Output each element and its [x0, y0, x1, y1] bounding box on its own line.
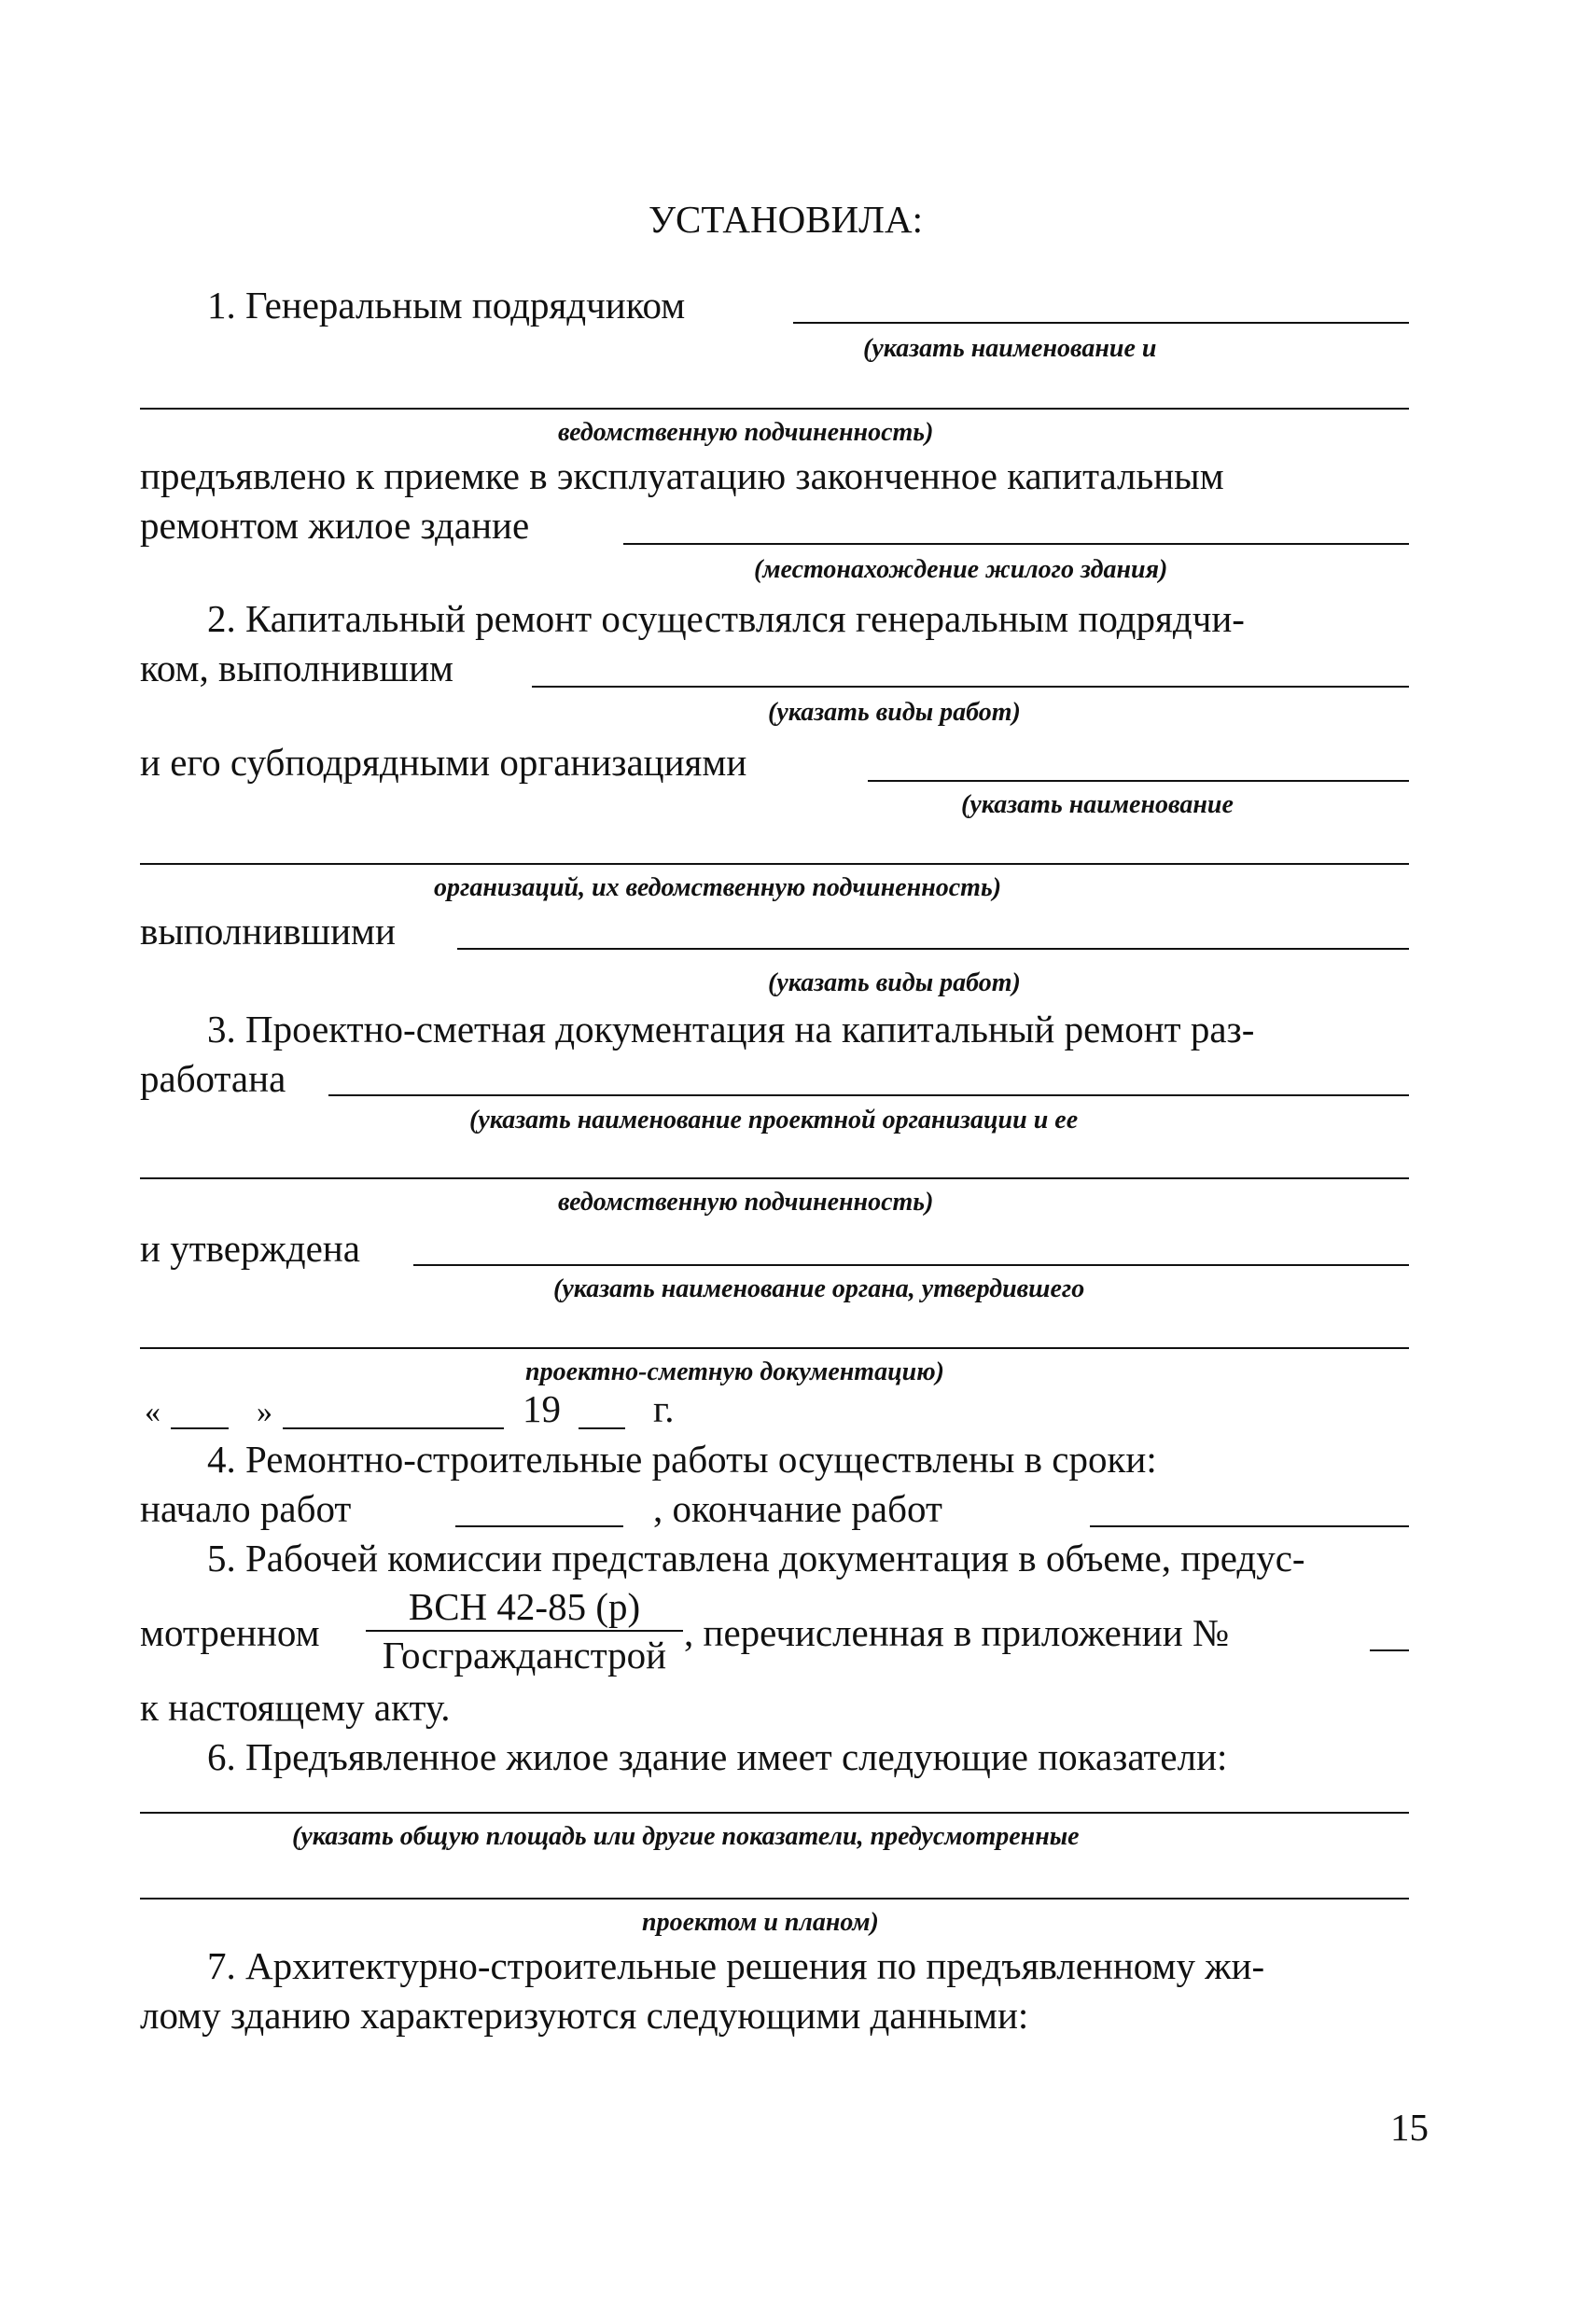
- caption-approved-docs: проектно-сметную документацию): [525, 1357, 944, 1386]
- item-5-text-1: 5. Рабочей комиссии представлена документация в объеме, предус-: [207, 1537, 1305, 1579]
- page-number: 15: [1390, 2106, 1429, 2149]
- item-2-text-3: и его субподрядными организациями: [140, 741, 747, 784]
- subcontractors-field-2[interactable]: [140, 863, 1409, 865]
- item-3-text-1: 3. Проектно-сметная документация на капитальный ремонт раз-: [207, 1008, 1255, 1051]
- item-7-text-2: лому зданию характеризуются следующими данными:: [140, 1994, 1029, 2037]
- item-1-lead: 1. Генеральным подрядчиком: [207, 284, 686, 327]
- fraction-numerator: ВСН 42-85 (р): [408, 1585, 641, 1628]
- caption-work-types-2: (указать виды работ): [768, 968, 1021, 997]
- item-2-text-4: выполнившими: [140, 910, 396, 953]
- item-5-text-4: к настоящему акту.: [140, 1686, 451, 1729]
- developer-field-2[interactable]: [140, 1177, 1409, 1179]
- subcontractors-field[interactable]: [868, 780, 1409, 782]
- date-year-prefix: 19: [523, 1387, 561, 1430]
- indicators-field[interactable]: [140, 1812, 1409, 1814]
- caption-design-org: (указать наименование проектной организации и ее: [469, 1106, 1079, 1134]
- approved-by-field[interactable]: [413, 1264, 1409, 1266]
- caption-location: (местонахождение жилого здания): [754, 555, 1168, 584]
- caption-indicators: (указать общую площадь или другие показатели, предусмотренные: [292, 1822, 1080, 1851]
- work-types-field[interactable]: [532, 686, 1409, 688]
- item-7-text-1: 7. Архитектурно-строительные решения по предъявленному жи-: [207, 1944, 1265, 1987]
- page-heading: УСТАНОВИЛА:: [649, 198, 923, 241]
- item-2-text-1: 2. Капитальный ремонт осуществлялся генеральным подрядчи-: [207, 597, 1245, 640]
- date-month-field[interactable]: [283, 1427, 504, 1429]
- work-start-field[interactable]: [455, 1525, 623, 1527]
- work-start-label: начало работ: [140, 1487, 352, 1530]
- subcontractor-work-field[interactable]: [457, 948, 1409, 950]
- caption-approver: (указать наименование органа, утвердившего: [553, 1274, 1085, 1303]
- item-5-text-2: мотренном: [140, 1611, 320, 1654]
- appendix-number-field[interactable]: [1370, 1649, 1409, 1651]
- date-close-quote: »: [257, 1395, 272, 1429]
- item-3-text-2: работана: [140, 1057, 286, 1100]
- caption-project-plan: проектом и планом): [642, 1908, 879, 1937]
- date-year-field[interactable]: [579, 1427, 625, 1429]
- developer-field[interactable]: [328, 1094, 1409, 1096]
- caption-work-types: (указать виды работ): [768, 698, 1021, 727]
- item-2-text-2: ком, выполнившим: [140, 647, 453, 689]
- caption-name: (указать наименование и: [863, 334, 1157, 363]
- date-year-suffix: г.: [653, 1387, 675, 1430]
- date-open-quote: «: [145, 1395, 160, 1429]
- item-6-text-1: 6. Предъявленное жилое здание имеет следующие показатели:: [207, 1735, 1228, 1778]
- fraction-denominator: Госгражданстрой: [382, 1634, 667, 1677]
- general-contractor-field-2[interactable]: [140, 408, 1409, 410]
- caption-subcontractor-name: (указать наименование: [961, 790, 1234, 819]
- fraction-bar: [366, 1630, 683, 1632]
- work-end-field[interactable]: [1090, 1525, 1409, 1527]
- approved-by-field-2[interactable]: [140, 1347, 1409, 1349]
- building-location-field[interactable]: [623, 543, 1409, 545]
- item-1-text-1: предъявлено к приемке в эксплуатацию законченное капитальным: [140, 454, 1224, 497]
- indicators-field-2[interactable]: [140, 1898, 1409, 1900]
- general-contractor-field[interactable]: [793, 322, 1409, 324]
- item-4-text-1: 4. Ремонтно-строительные работы осуществлены в сроки:: [207, 1438, 1157, 1481]
- work-end-label: , окончание работ: [653, 1487, 942, 1530]
- caption-design-subordination: ведомственную подчиненность): [558, 1188, 934, 1217]
- date-day-field[interactable]: [171, 1427, 229, 1429]
- item-3-text-3: и утверждена: [140, 1227, 360, 1270]
- item-5-text-3: , перечисленная в приложении №: [684, 1611, 1230, 1654]
- caption-subcontractor-orgs: организаций, их ведомственную подчиненность): [434, 873, 1002, 902]
- item-1-text-2: ремонтом жилое здание: [140, 504, 530, 547]
- caption-subordination: ведомственную подчиненность): [558, 418, 934, 447]
